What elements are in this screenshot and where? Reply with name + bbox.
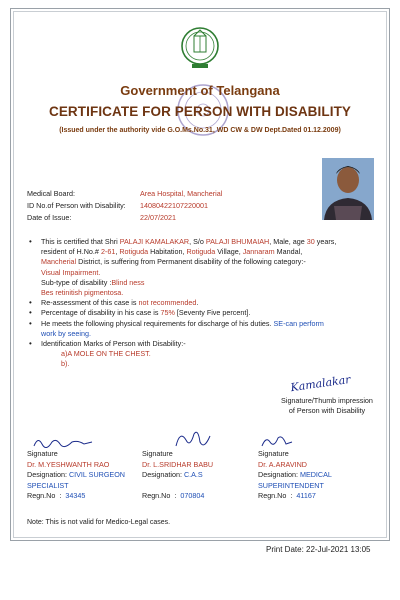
date-of-issue-row (27, 213, 176, 222)
signatory-regn: 070804 (180, 491, 205, 500)
medical-board-row (27, 189, 222, 198)
signatory-regn: 34345 (65, 491, 86, 500)
subtype-value: Blind ness (111, 277, 145, 287)
physical-requirements-paragraph: • He meets the following physical requirements for discharge of his duties. SE-can perform work by seeing. (27, 319, 355, 339)
date-of-issue-label: Date of Issue: (27, 213, 72, 222)
telangana-emblem-icon (180, 24, 220, 72)
reassessment-paragraph: • Re-assessment of this case is not recommended. (27, 298, 355, 308)
percentage-paragraph: • Percentage of disability in his case is 75% [Seventy Five percent]. (27, 308, 355, 318)
signature-label: Signature (258, 449, 289, 458)
habitation: Rotiguda (119, 247, 149, 257)
signatory-3: Signature Dr. A.ARAVIND Designation: MEDICAL SUPERINTENDENT Regn.No : 41167 (258, 449, 332, 500)
identification-mark-a: a)A MOLE ON THE CHEST. (61, 349, 151, 359)
signature-label: Signature (142, 449, 173, 458)
certificate-title: CERTIFICATE FOR PERSON WITH DISABILITY (48, 104, 352, 119)
validity-note: Note: This is not valid for Medico-Legal cases. (27, 519, 171, 526)
signatory-designation: CIVIL SURGEON (68, 470, 125, 479)
signature-label: Signature (27, 449, 58, 458)
pwd-id-value: 14080422107220001 (140, 201, 208, 210)
diagnosis: Bes retinitish pigmentosa. (41, 288, 124, 298)
signatory-name: Dr. M.YESHWANTH RAO (27, 459, 110, 469)
house-number: 2-61 (100, 247, 116, 257)
medical-board-value: Area Hospital, Mancherial (140, 189, 223, 198)
pwd-id-label: ID No.of Person with Disability: (27, 201, 126, 210)
percentage-value: 75% (160, 308, 175, 318)
identification-mark-b: b). (61, 359, 70, 369)
pwd-id-row (27, 201, 208, 210)
authority-subtitle: (Issued under the authority vide G.O.Ms.No.31, WD CW & DW Dept.Dated 01.12.2009) (59, 127, 341, 134)
person-signature-image (288, 366, 368, 396)
subtype-label: Sub-type of disability : (41, 277, 112, 287)
father-name: PALAJI BHUMAIAH (205, 237, 270, 246)
mandal: Jannaram (242, 247, 275, 257)
village: Rotiguda (186, 247, 216, 257)
svg-text:Kamalakar: Kamalakar (289, 372, 352, 395)
signatory-1: Signature Dr. M.YESHWANTH RAO Designation: CIVIL SURGEON SPECIALIST Regn.No : 34345 (27, 449, 125, 500)
print-date: Print Date: 22-Jul-2021 13:05 (266, 545, 371, 554)
medical-board-label: Medical Board: (27, 189, 75, 198)
certificate-body (27, 237, 355, 370)
disability-category: Visual Impairment. (41, 267, 101, 277)
signatory-name: Dr. L.SRIDHAR BABU (142, 459, 214, 469)
physical-requirement-value: SE-can perform (273, 318, 324, 328)
certification-paragraph: • This is certified that Shri PALAJI KAMALAKAR, S/o PALAJI BHUMAIAH, Male, age 30 years, resident of H.No.# 2-61, Rotiguda Habitation, Rotiguda Village, Jannaram Mandal, Mancherial District, is suffering from Permanent disability of the following category:- Visual Impairment. Sub-type of disability :Blind ness Bes retinitish pigmentosa. (27, 237, 355, 298)
signatory-2: Signature Dr. L.SRIDHAR BABU Designation: C.A.S Regn.No : 070804 (142, 449, 214, 500)
age-value: 30 (306, 237, 315, 246)
signatory-regn: 41167 (296, 491, 316, 500)
government-title: Government of Telangana (120, 83, 280, 98)
signatory-name: Dr. A.ARAVIND (258, 459, 307, 469)
signatory-designation: MEDICAL (299, 470, 332, 479)
physical-requirement-continuation: work by seeing. (41, 328, 91, 338)
person-name: PALAJI KAMALAKAR (119, 237, 190, 246)
thumb-impression-label: Signature/Thumb impression of Person with Disability (281, 396, 373, 415)
signatory-designation: C.A.S (183, 470, 203, 479)
person-photo (322, 158, 374, 220)
identification-marks-paragraph: • Identification Marks of Person with Disability:- (27, 339, 355, 349)
date-of-issue-value: 22/07/2021 (140, 213, 176, 222)
district: Mancherial (41, 257, 77, 267)
reassessment-value: not recommended (138, 298, 197, 308)
